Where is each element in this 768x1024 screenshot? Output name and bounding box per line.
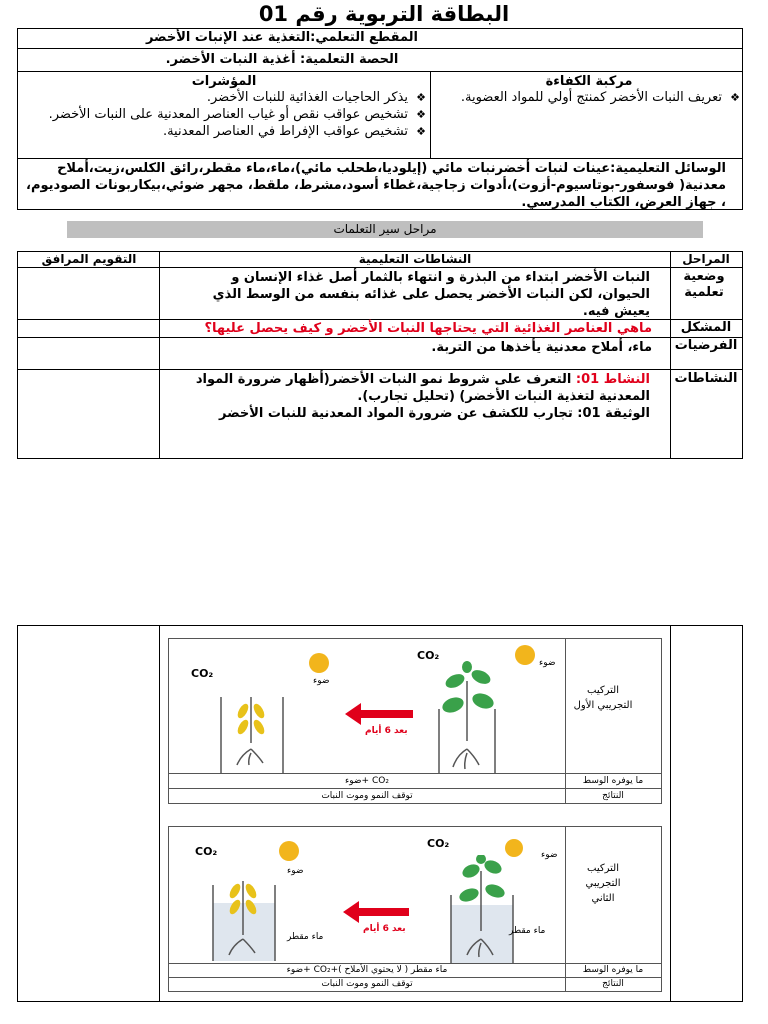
light-left-label: ضوء <box>287 866 304 876</box>
dead-plant-2 <box>211 877 281 961</box>
co2-left-label: CO₂ <box>195 845 218 858</box>
time-arrow-icon <box>343 901 409 923</box>
header-lesson-row <box>17 48 743 72</box>
medium-1-label: ما يوفره الوسط <box>582 776 644 786</box>
healthy-plant-2 <box>449 855 525 963</box>
situation-text: النبات الأخضر ابتداء من البذرة و انتهاء بالثمار أصل غذاء الإنسان و الحيوان، لكن النبات الأخضر يحصل على غذائه بنفسه من الوسط الذي يعيش فيه. <box>212 270 650 319</box>
stage-activities: النشاطات <box>674 371 738 386</box>
experiment-2 <box>168 826 662 992</box>
activity-label: النشاط 01: <box>575 372 650 387</box>
activity-description: التعرف على شروط نمو النبات الأخضر(أظهار ضرورة المواد المعدنية لتغذية النبات الأخضر) (تحليل تجارب). <box>195 372 650 404</box>
header-activities: النشاطات التعليمية <box>358 252 472 266</box>
light-right-label: ضوء <box>541 850 558 860</box>
arrow-label: بعد 6 أيام <box>363 924 406 934</box>
healthy-plant-1 <box>431 661 521 773</box>
resources-row <box>17 158 743 210</box>
medium-2-label: ما يوفره الوسط <box>582 965 644 975</box>
medium-2-value: ماء مقطر ( لا يحتوي الأملاح )+CO₂ +ضوء <box>286 965 448 975</box>
stages-banner-label: مراحل سير التعلمات <box>333 222 437 236</box>
stage-problem: المشكل <box>680 320 732 335</box>
stage-situation: وضعية تعلمية <box>683 269 725 300</box>
light-right-label: ضوء <box>539 658 556 668</box>
header-evaluation: التقويم المرافق <box>41 252 137 266</box>
competency-heading: مركبة الكفاءة <box>545 74 633 89</box>
light-left-label: ضوء <box>313 676 330 686</box>
competency-cell <box>438 74 740 106</box>
stages-table <box>17 251 743 459</box>
result-2-value: توقف النمو وموت النبات <box>321 979 413 989</box>
setup-2-label: التركيب التجريبي الثاني <box>585 863 621 904</box>
header-section-row <box>17 28 743 49</box>
arrow-label: بعد 6 أيام <box>365 726 408 736</box>
stages-banner <box>67 221 703 238</box>
sun-icon <box>279 841 299 861</box>
indicator-item: ❖ تشخيص عواقب الإفراط في العناصر المعدنية. <box>22 123 426 140</box>
document-text: الوثيقة 01: تجارب للكشف عن ضرورة المواد المعدنية للنبات الأخضر <box>218 406 650 421</box>
water-left-label: ماء مقطر <box>287 932 324 942</box>
hypotheses-text: ماء، أملاح معدنية يأخذها من التربة. <box>431 340 652 355</box>
medium-1-value: CO₂ +ضوء <box>345 776 389 786</box>
result-1-label: النتائج <box>602 791 624 801</box>
co2-left-label: CO₂ <box>191 667 214 680</box>
indicator-item: ❖ يذكر الحاجيات الغذائية للنبات الأخضر. <box>22 89 426 106</box>
setup-1-label: التركيب التجريبي الأول <box>573 685 633 711</box>
co2-right-label: CO₂ <box>417 649 440 662</box>
objectives-row <box>17 71 743 159</box>
header-stages: المراحل <box>682 252 730 266</box>
sun-icon <box>309 653 329 673</box>
indicators-cell <box>22 74 426 140</box>
stage-hypotheses: الفرضيات <box>674 338 738 353</box>
indicator-item: ❖ تشخيص عواقب نقص أو غياب العناصر المعدنية على النبات الأخضر. <box>22 106 426 123</box>
water-right-label: ماء مقطر <box>509 926 546 936</box>
result-1-value: توقف النمو وموت النبات <box>321 791 413 801</box>
indicators-heading: المؤشرات <box>191 74 257 89</box>
resources-text: الوسائل التعليمية:عينات لنبات أخضرنبات مائي (إيلوديا،طحلب مائي)،ماء،ماء مقطر،رائق الكلس،زيت،أملاح معدنية( فوسفور-بوتاسيوم-أزوت)،أدوات زجاجية،غطاء أسود،مشرط، ملقط، مجهر ضوئي،بيكاربونات الصوديوم، ، جهاز العرض، الكتاب المدرسي. <box>26 161 726 210</box>
page-title: البطاقة التربوية رقم 01 <box>258 2 510 26</box>
lesson-title: الحصة التعلمية: أغذية النبات الأخضر. <box>165 52 399 67</box>
experiment-1 <box>168 638 662 804</box>
activity-text <box>188 371 650 422</box>
result-2-label: النتائج <box>602 979 624 989</box>
time-arrow-icon <box>345 703 413 725</box>
section-title: المقطع التعلمي:التغذية عند الإنبات الأخضر <box>145 30 419 45</box>
problem-text: ماهي العناصر الغذائية التي يحتاجها النبات الأخضر و كيف يحصل عليها؟ <box>204 321 652 336</box>
dead-plant-1 <box>217 687 289 773</box>
co2-right-label: CO₂ <box>427 837 450 850</box>
competency-item: ❖ تعريف النبات الأخضر كمنتج أولي للمواد العضوية. <box>438 89 740 106</box>
